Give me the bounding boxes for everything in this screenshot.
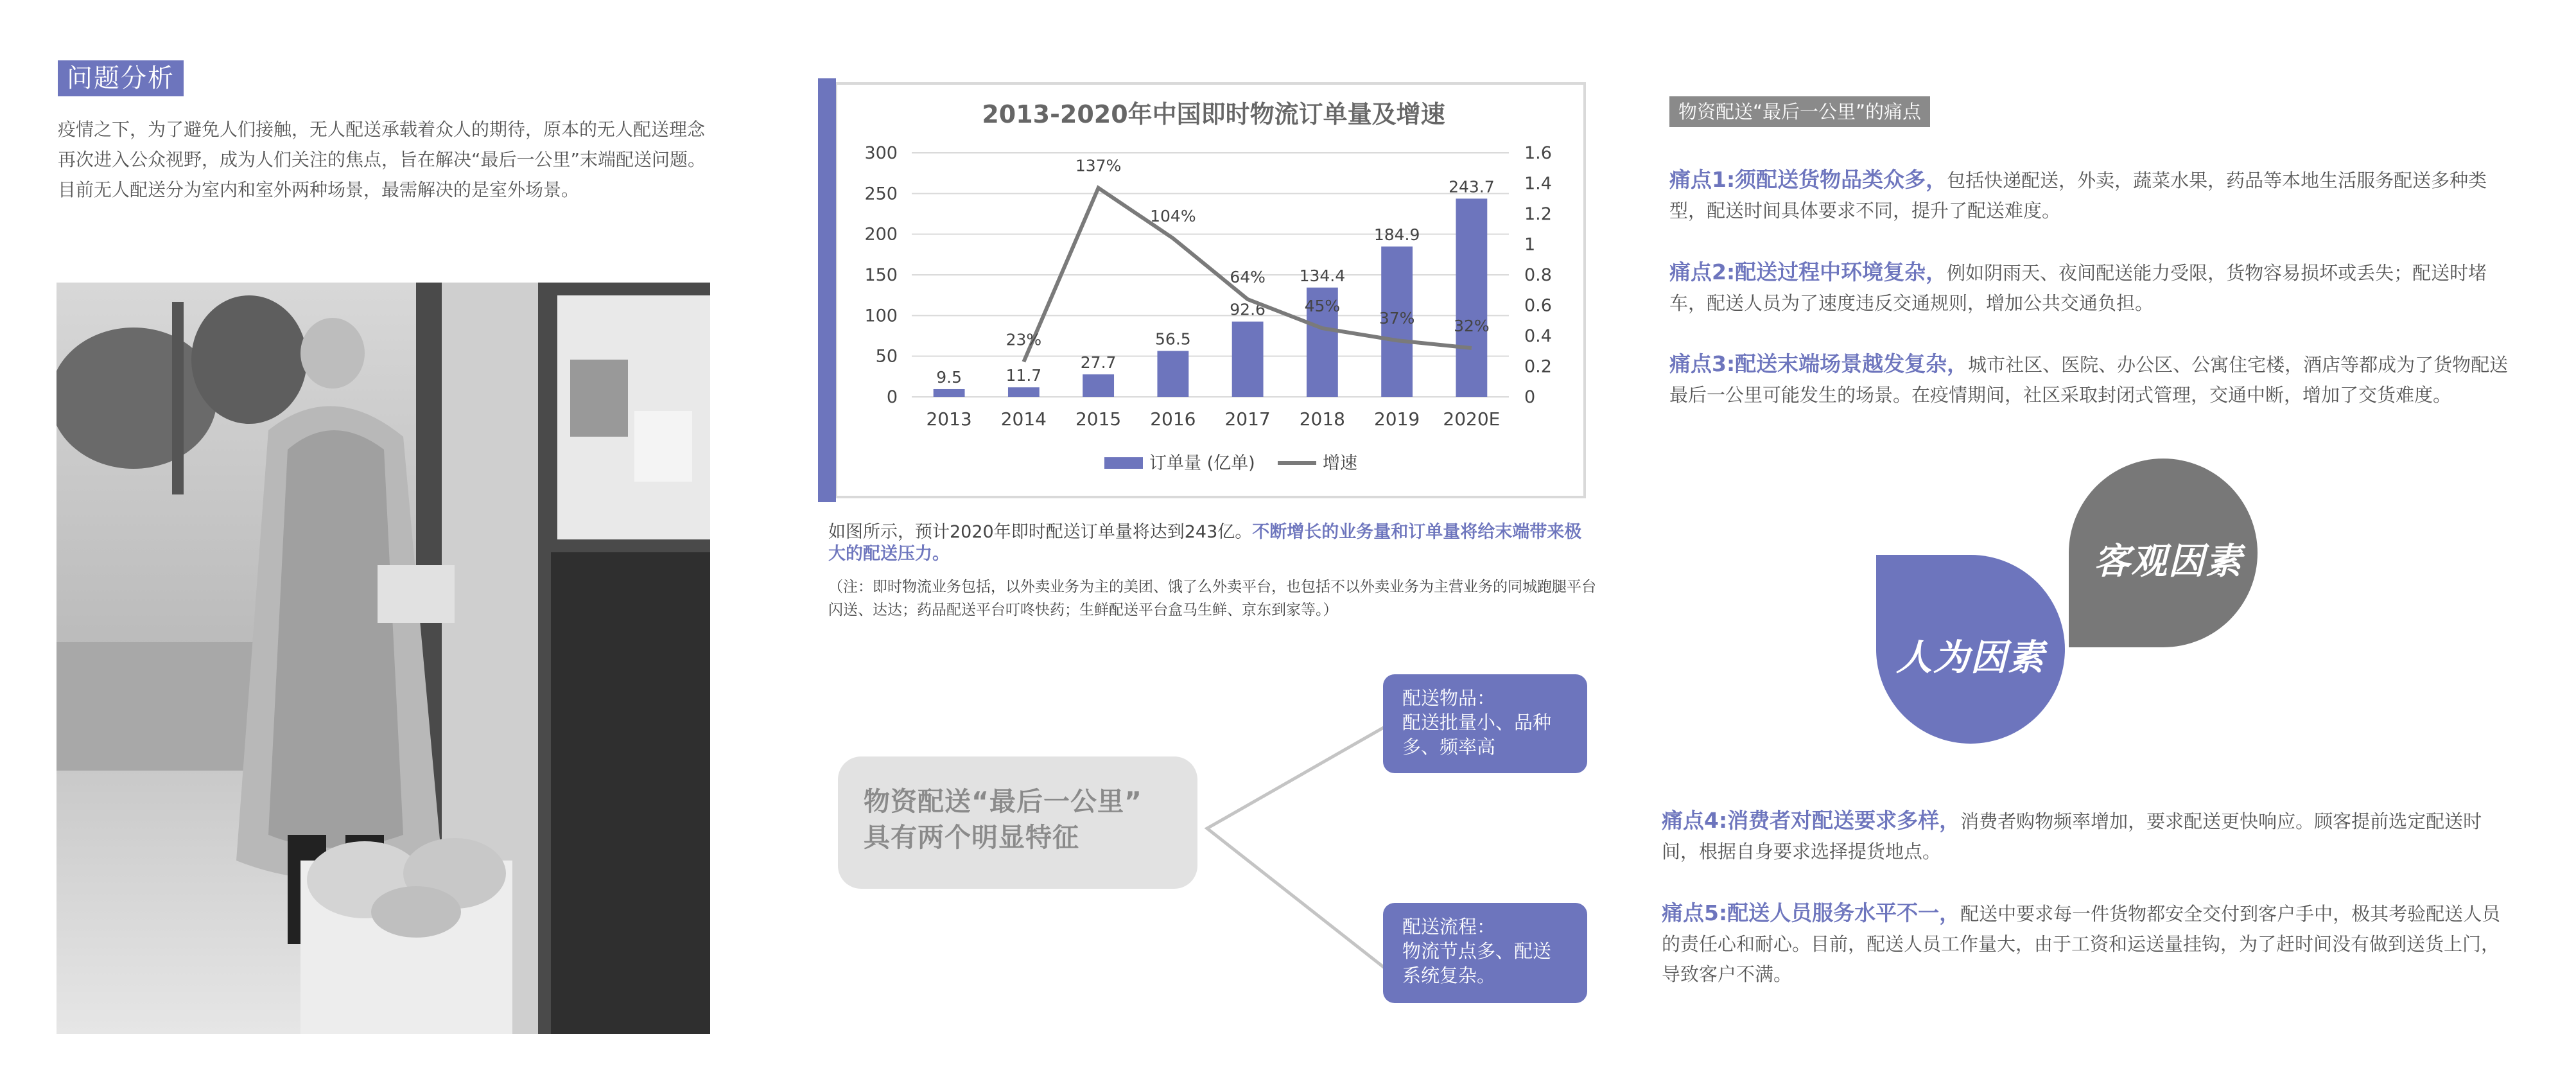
bar-data-label: 11.7 bbox=[1005, 366, 1042, 385]
order-volume-chart bbox=[835, 82, 1586, 498]
growth-data-label: 137% bbox=[1075, 156, 1122, 175]
x-tick-label: 2018 bbox=[1299, 408, 1346, 430]
right-tick-label: 0.4 bbox=[1524, 326, 1552, 346]
legend-bar-label: 订单量 (亿单) bbox=[1149, 453, 1255, 473]
pain-point-1 bbox=[1669, 164, 2523, 226]
feature-item-process-text: 物流节点多、配送系统复杂。 bbox=[1402, 940, 1552, 986]
legend-line-label: 增速 bbox=[1323, 453, 1357, 473]
feature-center-line1: 物资配送“最后一公里” bbox=[864, 786, 1142, 817]
x-tick-label: 2014 bbox=[1000, 408, 1047, 430]
intro-paragraph: 疫情之下，为了避免人们接触，无人配送承载着众人的期待，原本的无人配送理念再次进入公众视野，成为人们关注的焦点，旨在解决“最后一公里”末端配送问题。目前无人配送分为室内和室外两种场景，最需解决的是室外场景。 bbox=[58, 119, 706, 200]
pain-point-3 bbox=[1669, 349, 2523, 410]
pain-point-5-key: 痛点5:配送人员服务水平不一， bbox=[1662, 900, 1961, 925]
bar-data-label: 134.4 bbox=[1299, 266, 1346, 285]
feature-center-line2: 具有两个明显特征 bbox=[864, 822, 1079, 853]
feature-item-process bbox=[1383, 903, 1587, 1003]
pain-point-2-text: 例如阴雨天、夜间配送能力受限，货物容易损坏或丢失；配送时堵车，配送人员为了速度违反交通规则，增加公共交通负担。 bbox=[1669, 262, 2487, 314]
pain-point-4-text: 消费者购物频率增加，要求配送更快响应。顾客提前选定配送时间，根据自身要求选择提货地点。 bbox=[1662, 810, 2482, 862]
legend-bar-swatch bbox=[1104, 457, 1143, 469]
bar bbox=[1083, 374, 1114, 397]
left-tick-label: 300 bbox=[864, 143, 898, 163]
growth-data-label: 45% bbox=[1304, 297, 1341, 316]
chart-right-axis bbox=[1524, 143, 1552, 407]
pain-point-3-key: 痛点3:配送末端场景越发复杂， bbox=[1669, 351, 1969, 376]
feature-item-goods bbox=[1383, 674, 1587, 773]
x-tick-label: 2013 bbox=[926, 408, 972, 430]
pain-point-1-key: 痛点1:须配送货物品类众多， bbox=[1669, 167, 1947, 192]
pain-point-2 bbox=[1669, 257, 2523, 319]
bar-data-label: 184.9 bbox=[1373, 225, 1420, 244]
chart-bars bbox=[934, 177, 1495, 397]
pain-point-2-key: 痛点2:配送过程中环境复杂， bbox=[1669, 259, 1947, 284]
section-title: 问题分析 bbox=[58, 60, 184, 96]
photo-illustration bbox=[57, 283, 710, 1034]
bar-data-label: 92.6 bbox=[1230, 300, 1266, 319]
left-tick-label: 100 bbox=[864, 306, 898, 326]
bar-data-label: 56.5 bbox=[1155, 329, 1191, 349]
bar bbox=[934, 389, 965, 397]
objective-factor-label: 客观因素 bbox=[2094, 541, 2243, 582]
bar bbox=[1456, 198, 1487, 397]
chart-grid bbox=[912, 153, 1509, 397]
bar bbox=[1157, 351, 1188, 397]
feature-item-goods-text: 配送批量小、品种多、频率高 bbox=[1402, 712, 1552, 758]
right-tick-label: 1.6 bbox=[1524, 143, 1552, 163]
chart-caption-text: 如图所示，预计2020年即时配送订单量将达到243亿。 bbox=[828, 522, 1253, 542]
left-tick-label: 0 bbox=[886, 387, 898, 407]
right-tick-label: 0.8 bbox=[1524, 265, 1552, 285]
chart-legend bbox=[1104, 453, 1357, 473]
pain-points-tag: 物资配送“最后一公里”的痛点 bbox=[1669, 96, 1930, 127]
x-tick-label: 2019 bbox=[1373, 408, 1420, 430]
pain-point-5 bbox=[1662, 898, 2516, 990]
chart-x-axis bbox=[926, 408, 1500, 430]
chart-accent-bar bbox=[818, 78, 836, 502]
human-factor-label: 人为因素 bbox=[1896, 637, 2045, 679]
right-tick-label: 1.4 bbox=[1524, 173, 1552, 194]
bar-data-label: 27.7 bbox=[1080, 353, 1117, 372]
pain-point-1-text: 包括快递配送，外卖，蔬菜水果，药品等本地生活服务配送多种类型，配送时间具体要求不同，提升了配送难度。 bbox=[1669, 170, 2487, 222]
feature-connector-lines bbox=[1194, 700, 1393, 976]
right-tick-label: 1.2 bbox=[1524, 204, 1552, 224]
feature-item-goods-title: 配送物品： bbox=[1402, 687, 1496, 709]
right-tick-label: 1 bbox=[1524, 234, 1536, 255]
growth-data-label: 23% bbox=[1005, 330, 1042, 349]
bar-data-label: 243.7 bbox=[1449, 177, 1495, 197]
chart-note: （注：即时物流业务包括，以外卖业务为主的美团、饿了么外卖平台，也包括不以外卖业务为主营业务的同城跑腿平台闪送、达达；药品配送平台叮咚快药；生鲜配送平台盒马生鲜、京东到家等。） bbox=[828, 579, 1596, 618]
chart-caption-highlight: 不断增长的业务量和订单量将给末端带来极大的配送压力。 bbox=[828, 522, 1582, 564]
left-tick-label: 200 bbox=[864, 224, 898, 245]
growth-data-label: 64% bbox=[1230, 268, 1266, 286]
pain-point-3-text: 城市社区、医院、办公区、公寓住宅楼，酒店等都成为了货物配送最后一公里可能发生的场景。在疫情期间，社区采取封闭式管理，交通中断，增加了交货难度。 bbox=[1669, 354, 2509, 406]
delivery-worker-photo bbox=[57, 283, 710, 1034]
left-tick-label: 250 bbox=[864, 184, 898, 204]
pain-point-5-text: 配送中要求每一件货物都安全交付到客户手中，极其考验配送人员的责任心和耐心。目前，配送人员工作量大，由于工资和运送量挂钩，为了赶时间没有做到送货上门，导致客户不满。 bbox=[1662, 903, 2501, 985]
bar bbox=[1008, 387, 1040, 397]
left-tick-label: 150 bbox=[864, 265, 898, 285]
growth-data-label: 32% bbox=[1454, 317, 1490, 335]
chart-title: 2013-2020年中国即时物流订单量及增速 bbox=[982, 100, 1445, 128]
chart-left-axis bbox=[864, 143, 898, 407]
growth-data-label: 104% bbox=[1150, 207, 1196, 225]
x-tick-label: 2015 bbox=[1075, 408, 1122, 430]
pain-point-4-key: 痛点4:消费者对配送要求多样， bbox=[1662, 808, 1961, 833]
feature-center-text bbox=[864, 783, 1191, 855]
right-tick-label: 0 bbox=[1524, 387, 1536, 407]
right-tick-label: 0.2 bbox=[1524, 356, 1552, 377]
right-tick-label: 0.6 bbox=[1524, 295, 1552, 316]
x-tick-label: 2017 bbox=[1224, 408, 1271, 430]
feature-item-process-title: 配送流程： bbox=[1402, 916, 1496, 938]
growth-data-label: 37% bbox=[1379, 309, 1415, 328]
x-tick-label: 2020E bbox=[1443, 408, 1501, 430]
x-tick-label: 2016 bbox=[1150, 408, 1196, 430]
chart-caption bbox=[828, 521, 1599, 565]
bar-data-label: 9.5 bbox=[936, 367, 962, 387]
pain-point-4 bbox=[1662, 805, 2516, 867]
left-tick-label: 50 bbox=[875, 346, 898, 367]
bar bbox=[1232, 322, 1264, 397]
